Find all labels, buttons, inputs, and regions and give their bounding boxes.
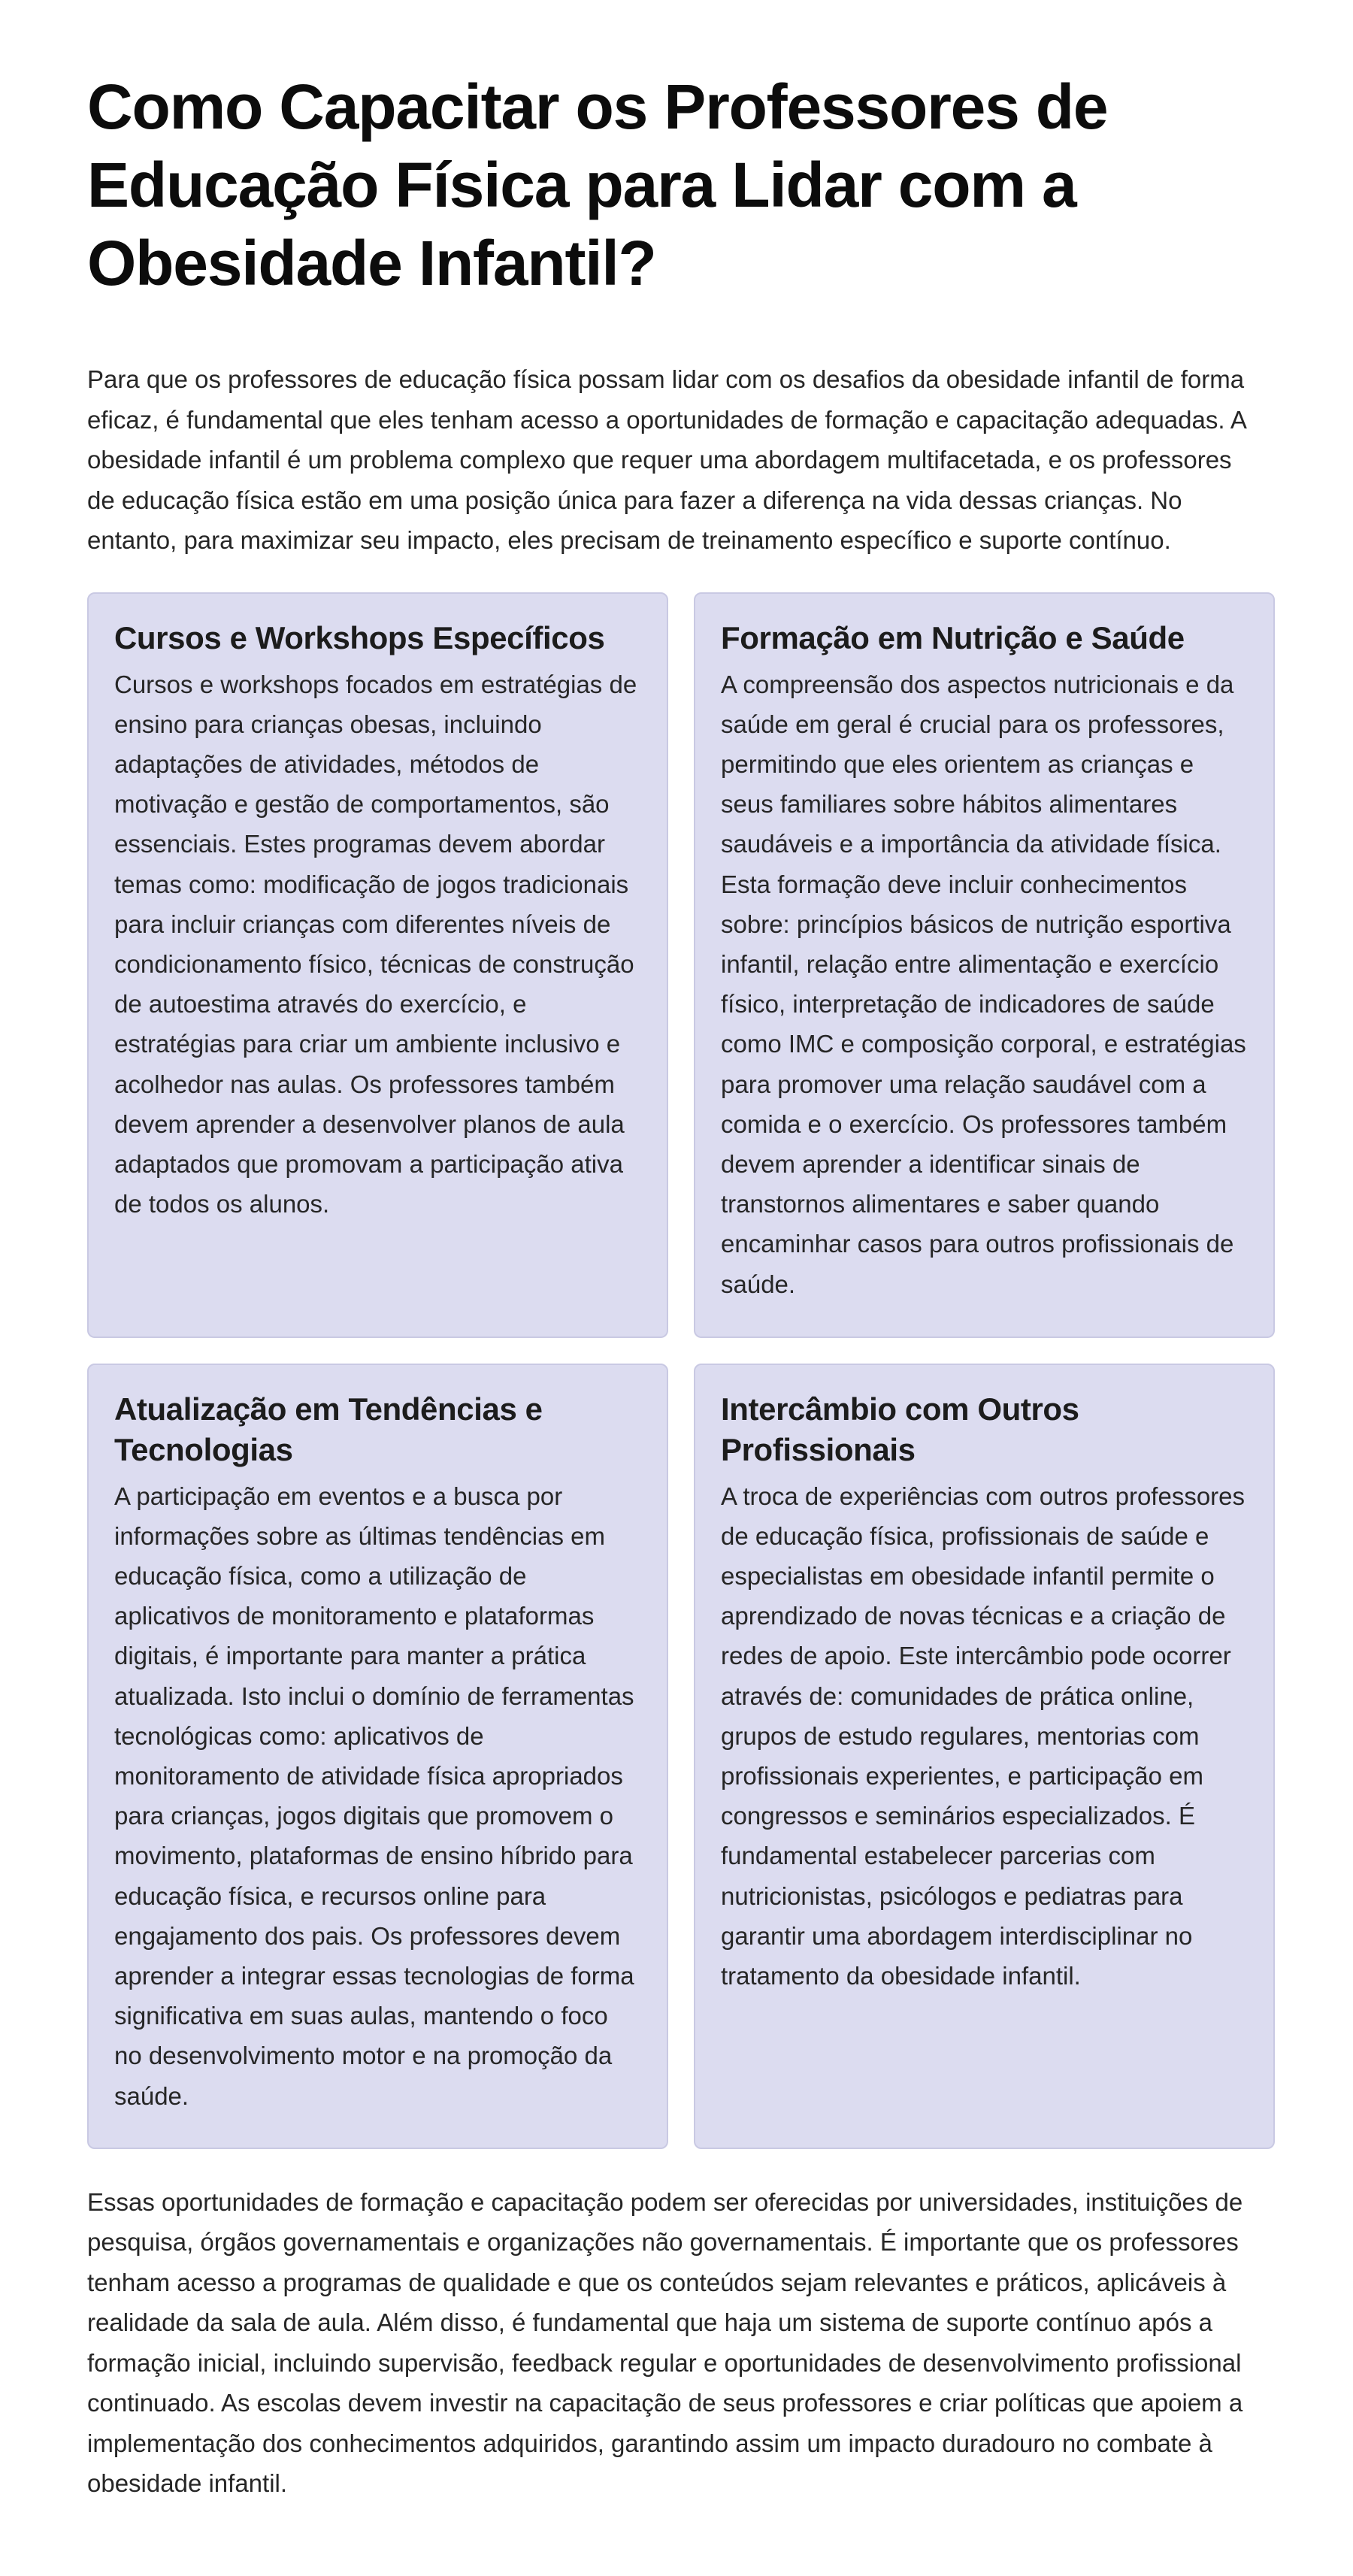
card-heading: Cursos e Workshops Específicos <box>114 619 605 655</box>
cards-grid <box>87 592 1266 2149</box>
card-heading: Formação em Nutrição e Saúde <box>721 619 1185 655</box>
card-trends-technologies <box>87 1364 668 2149</box>
card-professional-exchange <box>694 1364 1275 2149</box>
card-body: Cursos e workshops focados em estratégias de ensino para crianças obesas, incluindo adaptações de atividades, métodos de motivação e gestão de comportamentos, são essenciais. Estes programas devem abordar temas como: modificação de jogos tradicionais para incluir crianças com diferentes níveis de condicionamento físico, técnicas de construção de autoestima através do exercício, e estratégias para criar um ambiente inclusivo e acolhedor nas aulas. Os professores também devem aprender a desenvolver planos de aula adaptados que promovam a participação ativa de todos os alunos. <box>114 670 637 1218</box>
card-nutrition-health <box>694 592 1275 1338</box>
closing-paragraph: Essas oportunidades de formação e capacitação podem ser oferecidas por universidades, instituições de pesquisa, órgãos governamentais e organizações não governamentais. É importante que os professores tenham acesso a programas de qualidade e que os conteúdos sejam relevantes e práticos, aplicáveis à realidade da sala de aula. Além disso, é fundamental que haja um sistema de suporte contínuo após a formação inicial, incluindo supervisão, feedback regular e oportunidades de desenvolvimento profissional continuado. As escolas devem investir na capacitação de seus professores e criar políticas que apoiem a implementação dos conhecimentos adquiridos, garantindo assim um impacto duradouro no combate à obesidade infantil. <box>87 2187 1243 2497</box>
card-heading: Atualização em Tendências e Tecnologias <box>114 1391 543 1467</box>
card-body: A compreensão dos aspectos nutricionais e da saúde em geral é crucial para os professores, permitindo que eles orientem as crianças e seus familiares sobre hábitos alimentares saudáveis e a importância da atividade física. Esta formação deve incluir conhecimentos sobre: princípios básicos de nutrição esportiva infantil, relação entre alimentação e exercício físico, interpretação de indicadores de saúde como IMC e composição corporal, e estratégias para promover uma relação saudável com a comida e o exercício. Os professores também devem aprender a identificar sinais de transtornos alimentares e saber quando encaminhar casos para outros profissionais de saúde. <box>721 670 1246 1298</box>
card-body: A participação em eventos e a busca por informações sobre as últimas tendências em educação física, como a utilização de aplicativos de monitoramento e plataformas digitais, é importante para manter a prática atualizada. Isto inclui o domínio de ferramentas tecnológicas como: aplicativos de monitoramento de atividade física apropriados para crianças, jogos digitais que promovem o movimento, plataformas de ensino híbrido para educação física, e recursos online para engajamento dos pais. Os professores devem aprender a integrar essas tecnologias de forma significativa em suas aulas, mantendo o foco no desenvolvimento motor e na promoção da saúde. <box>114 1482 634 2110</box>
card-heading: Intercâmbio com Outros Profissionais <box>721 1391 1079 1467</box>
card-courses-workshops <box>87 592 668 1338</box>
intro-paragraph: Para que os professores de educação física possam lidar com os desafios da obesidade infantil de forma eficaz, é fundamental que eles tenham acesso a oportunidades de formação e capacitação adequadas. A obesidade infantil é um problema complexo que requer uma abordagem multifacetada, e os professores de educação física estão em uma posição única para fazer a diferença na vida dessas crianças. No entanto, para maximizar seu impacto, eles precisam de treinamento específico e suporte contínuo. <box>87 365 1246 554</box>
card-body: A troca de experiências com outros professores de educação física, profissionais de saúde e especialistas em obesidade infantil permite o aprendizado de novas técnicas e a criação de redes de apoio. Este intercâmbio pode ocorrer através de: comunidades de prática online, grupos de estudo regulares, mentorias com profissionais experientes, e participação em congressos e seminários especializados. É fundamental estabelecer parcerias com nutricionistas, psicólogos e pediatras para garantir uma abordagem interdisciplinar no tratamento da obesidade infantil. <box>721 1482 1246 1990</box>
page-title: Como Capacitar os Professores de Educação Física para Lidar com a Obesidade Infantil? <box>87 71 1108 298</box>
